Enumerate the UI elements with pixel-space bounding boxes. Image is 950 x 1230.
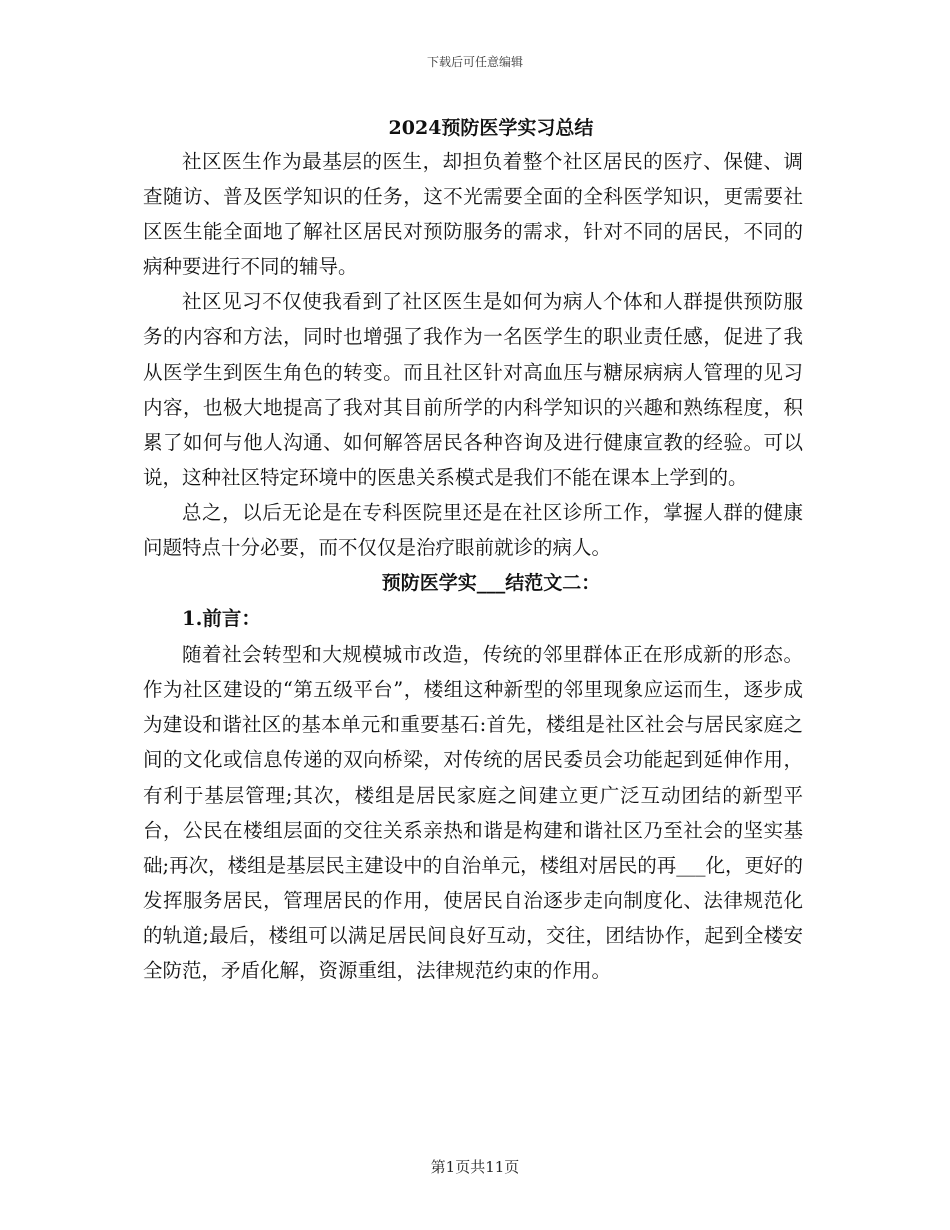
section-title: 预防医学实___结范文二： <box>381 572 601 595</box>
section-paragraph: 随着社会转型和大规模城市改造，传统的邻里群体正在形成新的形态。作为社区建设的“第五级平台”，楼组这种新型的邻里现象应运而生，逐步成为建设和谐社区的基本单元和重要基石:首先，楼组是社区社会与居民家庭之间的文化或信息传递的双向桥梁，对传统的居民委员会功能起到延伸作用，有利于基层管理;其次，楼组是居民家庭之间建立更广泛互动团结的新型平台，公民在楼组层面的交往关系亲热和谐是构建和谐社区乃至社会的坚实基础;再次，楼组是基层民主建设中的自治单元，楼组对居民的再___化，更好的发挥服务居民，管理居民的作用，使居民自治逐步走向制度化、法律规范化的轨道;最后，楼组可以满足居民间良好互动，交往，团结协作，起到全楼安全防范，矛盾化解，资源重组，法律规范约束的作用。 <box>143 643 803 982</box>
paragraph-2: 社区见习不仅使我看到了社区医生是如何为病人个体和人群提供预防服务的内容和方法，同时也增强了我作为一名医学生的职业责任感，促进了我从医学生到医生角色的转变。而且社区针对高血压与糖尿病病人管理的见习内容，也极大地提高了我对其目前所学的内科学知识的兴趣和熟练程度，积累了如何与他人沟通、如何解答居民各种咨询及进行健康宣教的经验。可以说，这种社区特定环境中的医患关系模式是我们不能在课本上学到的。 <box>143 290 803 489</box>
document-title: 2024预防医学实习总结 <box>388 117 594 139</box>
page-footer-number: 第1页共11页 <box>430 1158 520 1176</box>
subheading-preface: 1.前言： <box>182 607 261 631</box>
paragraph-3: 总之，以后无论是在专科医院里还是在社区诊所工作，掌握人群的健康问题特点十分必要，而不仅仅是治疗眼前就诊的病人。 <box>143 500 803 560</box>
page-header-note: 下载后可任意编辑 <box>426 55 523 69</box>
document-body <box>143 112 803 988</box>
paragraph-1: 社区医生作为最基层的医生，却担负着整个社区居民的医疗、保健、调查随访、普及医学知识的任务，这不光需要全面的全科医学知识，更需要社区医生能全面地了解社区居民对预防服务的需求，针对不同的居民，不同的病种要进行不同的辅导。 <box>143 150 803 279</box>
